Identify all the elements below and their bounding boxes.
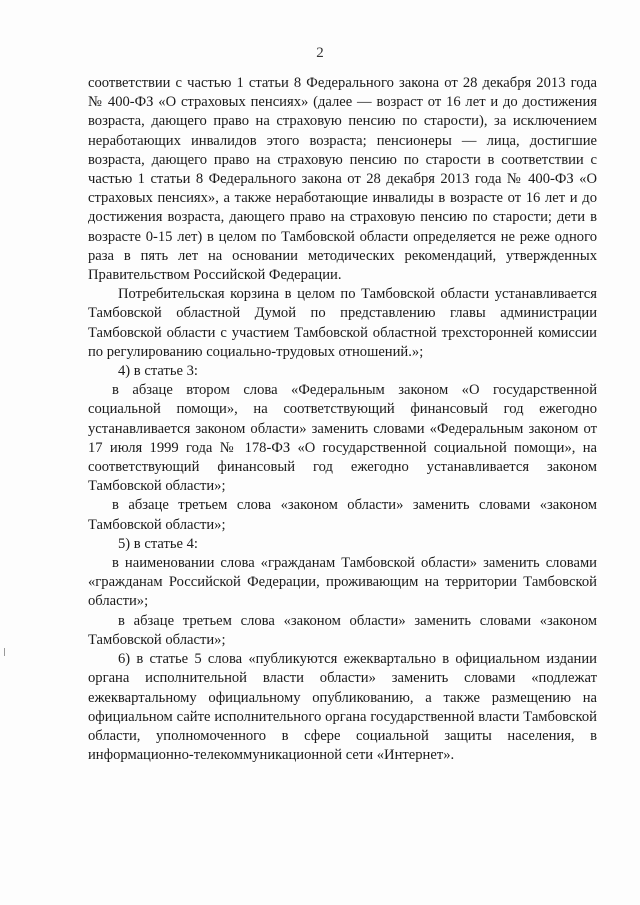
item-4-heading: 4) в статье 3: xyxy=(118,363,198,380)
paragraph-consumer-basket: Потребительская корзина в целом по Тамбовской области устанавливается Тамбовской областной Думой по представлению главы администрации Тамбовской области с участием Тамбовской областной трехсторонней комиссии по регулированию социально-трудовых отношений.»; xyxy=(88,286,597,360)
page-number: 2 xyxy=(316,45,324,61)
item-4-paragraph-2: в абзаце втором слова «Федеральным законом «О государственной социальной помощи», на соответствующий финансовый год ежегодно устанавливается законом области» заменить словами «Федеральным законом от 17 июля 1999 года № 178-ФЗ «О государственной социальной помощи», на соответствующий финансовый год ежегодно устанавливается законом Тамбовской области»; xyxy=(88,382,597,495)
item-4-paragraph-3: в абзаце третьем слова «законом области» заменить словами «законом Тамбовской области»; xyxy=(88,497,597,533)
scan-artifact xyxy=(4,648,5,656)
paragraph-definitions-continued: соответствии с частью 1 статьи 8 Федерального закона от 28 декабря 2013 года № 400-ФЗ «О страховых пенсиях» (далее — возраст от 16 лет и до достижения возраста, дающего право на страховую пенсию по старости), за исключением неработающих инвалидов этого возраста; пенсионеры — лица, достигшие возраста, дающего право на страховую пенсию по старости в соответствии с частью 1 статьи 8 Федерального закона от 28 декабря 2013 года № 400-ФЗ «О страховых пенсиях», а также неработающие инвалиды в возрасте от 16 лет и до достижения возраста, дающего право на страховую пенсию по старости; дети в возрасте 0-15 лет) в целом по Тамбовской области определяется не реже одного раза в пять лет на основании методических рекомендаций, утвержденных Правительством Российской Федерации. xyxy=(88,75,597,284)
item-5-title-change: в наименовании слова «гражданам Тамбовской области» заменить словами «гражданам Российской Федерации, проживающим на территории Тамбовской области»; xyxy=(88,555,597,610)
item-5-heading: 5) в статье 4: xyxy=(118,535,198,552)
document-body xyxy=(88,74,597,765)
item-6: 6) в статье 5 слова «публикуются ежеквартально в официальном издании органа исполнительной власти области» заменить словами «подлежат ежеквартальному официальному опубликованию, а также размещению на официальном сайте исполнительного органа государственной власти Тамбовской области, уполномоченного в сфере социальной защиты населения, в информационно-телекоммуникационной сети «Интернет». xyxy=(88,651,597,764)
item-5-paragraph-3: в абзаце третьем слова «законом области» заменить словами «законом Тамбовской области»; xyxy=(88,612,597,648)
